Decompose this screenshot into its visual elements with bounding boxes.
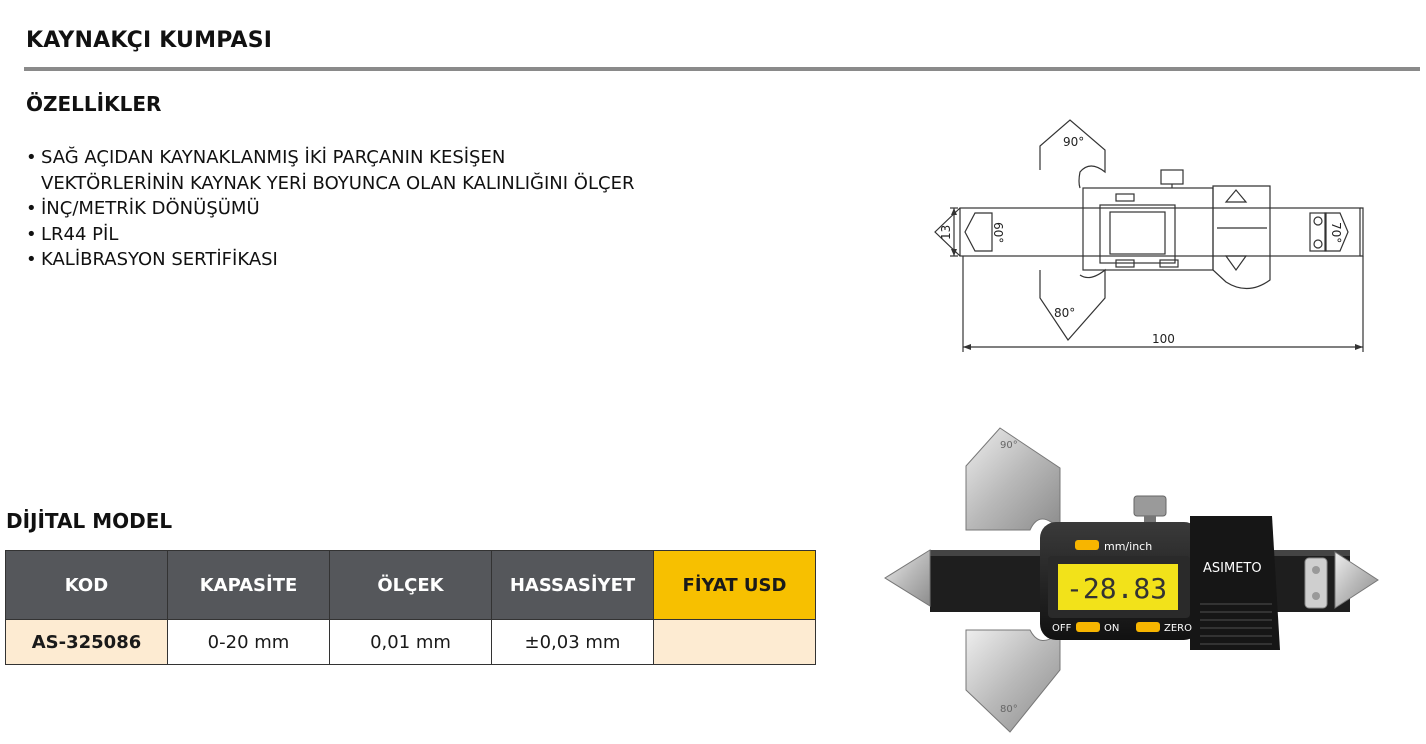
product-photo bbox=[880, 420, 1385, 740]
cell-code: AS-325086 bbox=[6, 620, 168, 665]
photo-btn-off: OFF bbox=[1052, 623, 1072, 634]
feature-item: • İNÇ/METRİK DÖNÜŞÜMÜ bbox=[26, 196, 634, 222]
model-title: DİJİTAL MODEL bbox=[6, 509, 173, 533]
feature-item: • KALİBRASYON SERTİFİKASI bbox=[26, 247, 634, 273]
features-title: ÖZELLİKLER bbox=[26, 92, 162, 116]
photo-btn-on: ON bbox=[1104, 623, 1120, 634]
spec-table bbox=[5, 550, 816, 665]
cell-capacity: 0-20 mm bbox=[168, 620, 330, 665]
table-header-row bbox=[6, 551, 816, 620]
title-divider bbox=[24, 67, 1420, 71]
header-capacity: KAPASİTE bbox=[168, 551, 330, 620]
feature-item-continuation: VEKTÖRLERİNİN KAYNAK YERİ BOYUNCA OLAN KALINLIĞINI ÖLÇER bbox=[41, 172, 635, 194]
photo-angle-top: 90° bbox=[1000, 440, 1018, 451]
cell-scale: 0,01 mm bbox=[330, 620, 492, 665]
cell-price bbox=[654, 620, 816, 665]
feature-item: • SAĞ AÇIDAN KAYNAKLANMIŞ İKİ PARÇANIN KESİŞEN bbox=[26, 145, 634, 171]
feature-item: • LR44 PİL bbox=[26, 222, 634, 248]
header-price: FİYAT USD bbox=[654, 551, 816, 620]
photo-brand: ASIMETO bbox=[1203, 561, 1262, 576]
drawing-angle-right: 70° bbox=[1329, 222, 1343, 244]
drawing-angle-left: 60° bbox=[991, 222, 1005, 244]
photo-display-reading: -28.83 bbox=[1066, 572, 1168, 605]
drawing-dim-length: 100 bbox=[1152, 332, 1175, 346]
header-accuracy: HASSASİYET bbox=[492, 551, 654, 620]
header-code: KOD bbox=[6, 551, 168, 620]
technical-drawing bbox=[930, 110, 1370, 360]
photo-btn-zero: ZERO bbox=[1164, 623, 1192, 634]
photo-angle-bottom: 80° bbox=[1000, 704, 1018, 715]
drawing-angle-bottom: 80° bbox=[1054, 306, 1076, 320]
page-title: KAYNAKÇI KUMPASI bbox=[26, 28, 273, 53]
drawing-angle-top: 90° bbox=[1063, 135, 1085, 149]
cell-accuracy: ±0,03 mm bbox=[492, 620, 654, 665]
drawing-dim-height: 13 bbox=[939, 224, 953, 240]
table-row bbox=[6, 620, 816, 665]
photo-unit-label: mm/inch bbox=[1104, 540, 1153, 553]
features-list bbox=[26, 145, 634, 273]
header-scale: ÖLÇEK bbox=[330, 551, 492, 620]
